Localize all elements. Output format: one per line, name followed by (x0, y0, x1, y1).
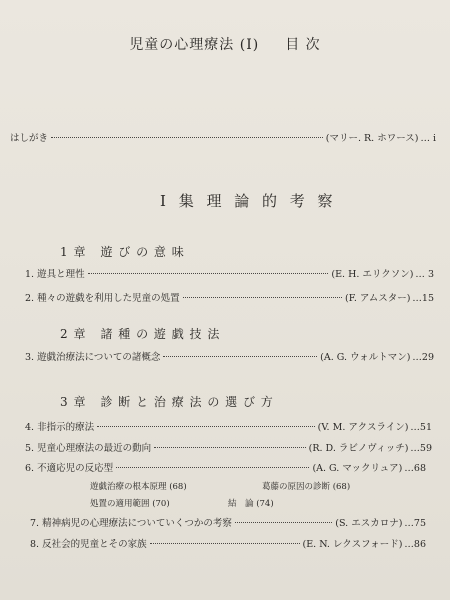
entry-label: 8. 反社会的児童とその家族 (30, 539, 147, 550)
toc-entry-preface (10, 130, 436, 144)
entry-author: (F. アムスター) (345, 293, 411, 304)
entry-author: (マリー. R. ホワース) (325, 133, 419, 144)
leader-dots (154, 447, 306, 448)
chapter-title: 遊 び の 意 味 (100, 245, 185, 259)
entry-label: 2. 種々の遊戯を利用した児童の処置 (25, 293, 180, 304)
chapter-heading-3 (60, 393, 274, 410)
subsection-item: 遊戯治療の根本原理 (68) (90, 482, 187, 492)
toc-entry (25, 266, 434, 280)
subsection-item: 処置の適用範囲 (70) (90, 499, 170, 509)
toc-entry (25, 460, 426, 474)
entry-label: はしがき (10, 133, 49, 144)
entry-page: …68 (404, 463, 426, 474)
chapter-number: 3 章 (60, 395, 87, 409)
entry-label: 4. 非指示的療法 (25, 422, 95, 433)
chapter-heading-1 (60, 243, 185, 260)
entry-author: (E. H. エリクソン) (331, 269, 414, 280)
subsection-item: 葛藤の原因の診断 (68) (262, 482, 351, 492)
toc-entry (30, 515, 426, 529)
toc-entry (25, 440, 432, 454)
entry-label: 6. 不適応児の反応型 (25, 463, 114, 474)
toc-entry (30, 536, 426, 550)
subsection-item: 結 論 (74) (228, 499, 274, 509)
entry-page: …59 (410, 443, 432, 454)
leader-dots (163, 356, 317, 357)
entry-page: …15 (412, 293, 434, 304)
part-heading: Ⅰ 集 理 論 的 考 察 (160, 192, 337, 210)
entry-label: 7. 精神病児の心理療法についていくつかの考察 (30, 518, 232, 529)
entry-label: 1. 遊具と理性 (25, 269, 85, 280)
chapter-heading-2 (60, 325, 220, 342)
chapter-title: 諸 種 の 遊 戯 技 法 (100, 327, 221, 341)
leader-dots (150, 543, 300, 544)
entry-label: 3. 遊戯治療法についての諸概念 (25, 352, 161, 363)
entry-author: (R. D. ラビノヴィッチ) (308, 443, 409, 454)
chapter-title: 診 断 と 治 療 法 の 選 び 方 (100, 395, 274, 409)
leader-dots (183, 297, 342, 298)
chapter-number: 1 章 (60, 245, 87, 259)
entry-author: (A. G. ウォルトマン) (320, 352, 411, 363)
entry-author: (V. M. アクスライン) (317, 422, 409, 433)
entry-page: …86 (404, 539, 426, 550)
page-title (0, 34, 450, 54)
entry-author: (E. N. レクスフォード) (302, 539, 403, 550)
leader-dots (51, 137, 323, 138)
leader-dots (235, 522, 332, 523)
toc-entry (25, 290, 434, 304)
toc-entry (25, 419, 432, 433)
entry-page: … 3 (415, 269, 434, 280)
entry-author: (A. G. マックリュア) (312, 463, 403, 474)
entry-page: … i (420, 133, 436, 144)
entry-page: …51 (410, 422, 432, 433)
leader-dots (88, 273, 329, 274)
entry-page: …75 (404, 518, 426, 529)
book-title: 児童の心理療法 (I) (129, 37, 260, 53)
toc-entry (25, 349, 434, 363)
leader-dots (97, 426, 315, 427)
entry-label: 5. 児童心理療法の最近の動向 (25, 443, 152, 454)
chapter-number: 2 章 (60, 327, 87, 341)
contents-heading: 目 次 (285, 37, 321, 53)
leader-dots (116, 467, 309, 468)
entry-page: …29 (412, 352, 434, 363)
entry-author: (S. エスカロナ) (335, 518, 403, 529)
